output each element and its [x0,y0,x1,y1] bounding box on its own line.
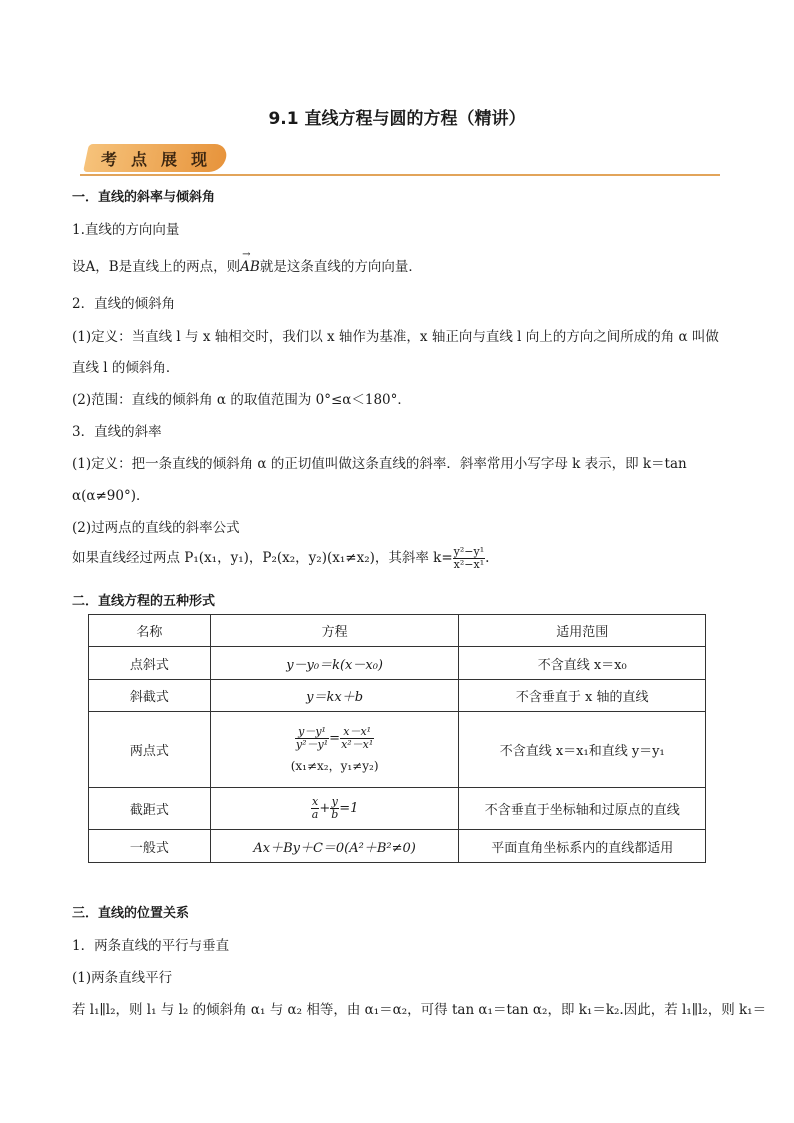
subsection-title: 1．两条直线的平行与垂直 [72,938,230,954]
table-cell: 不含直线 x＝x₀ [459,647,706,680]
paragraph: 直线 l 的倾斜角． [72,360,180,376]
table-header: 适用范围 [459,615,706,647]
paragraph [72,546,489,571]
plus-sign: + [319,801,331,816]
table-row [89,788,706,830]
table-cell: 平面直角坐标系内的直线都适用 [459,830,706,863]
equals-sign: = [329,730,341,746]
fraction [340,726,374,751]
paragraph: (2)过两点的直线的斜率公式 [72,520,240,536]
table-cell: y－y₀＝k(x－x₀) [210,647,459,680]
table-cell: y＝kx＋b [210,680,459,712]
fraction-numerator: y²−y¹ [453,545,485,558]
text: 就是这条直线的方向向量． [259,259,422,275]
fraction-numerator: y [331,795,338,808]
text: 如果直线经过两点 P₁(x₁，y₁)，P₂(x₂，y₂)(x₁≠x₂)，其斜率 k= [72,550,453,566]
condition: (x₁≠x₂，y₁≠y₂) [290,758,379,773]
table-cell [210,788,459,830]
page-title: 9.1 直线方程与圆的方程（精讲） [268,109,526,129]
paragraph: α(α≠90°)． [72,488,150,504]
fraction [295,726,329,751]
table-cell [210,712,459,788]
subsection-title: 2．直线的倾斜角 [72,296,176,312]
fraction-numerator: x [311,795,319,808]
fraction-denominator: x²－x¹ [341,737,374,751]
table-cell: 两点式 [89,712,211,788]
two-point-equation [211,726,459,751]
section-banner [80,144,720,178]
paragraph [72,255,422,275]
banner-char: 展 [160,149,177,169]
banner-divider [80,174,720,176]
table-cell: 斜截式 [89,680,211,712]
paragraph: 若 l₁∥l₂，则 l₁ 与 l₂ 的倾斜角 α₁ 与 α₂ 相等，由 α₁＝α₂，可得 tan α₁＝tan α₂，即 k₁＝k₂.因此，若 l₁∥l₂，则 k₁＝ [72,1002,767,1018]
line-forms-table [88,614,706,863]
fraction-denominator: b [331,808,339,821]
banner-char: 点 [130,149,147,169]
table-cell: 截距式 [89,788,211,830]
equation-tail: =1 [339,801,359,816]
banner-char: 现 [190,149,207,169]
paragraph: (1)定义：当直线 l 与 x 轴相交时，我们以 x 轴作为基准，x 轴正向与直线 l 向上的方向之间所成的角 α 叫做 [72,329,719,345]
section-heading: 三．直线的位置关系 [72,906,190,921]
subsection-title: 3．直线的斜率 [72,424,162,440]
banner-badge [94,144,214,172]
text: 设A，B是直线上的两点，则 [72,259,241,275]
fraction [330,796,339,821]
fraction-denominator: a [311,808,319,821]
table-cell: Ax＋By＋C＝0(A²＋B²≠0) [210,830,459,863]
fraction-numerator: x－x¹ [340,726,374,739]
table-header-row [89,615,706,647]
table-row [89,712,706,788]
subsection-title: (1)两条直线平行 [72,970,173,986]
table-header: 名称 [89,615,211,647]
table-row [89,647,706,680]
section-heading: 一．直线的斜率与倾斜角 [72,190,216,205]
table-header: 方程 [210,615,459,647]
table-cell: 不含垂直于坐标轴和过原点的直线 [459,788,706,830]
table-cell: 不含直线 x＝x₁和直线 y＝y₁ [459,712,706,788]
table-cell: 点斜式 [89,647,211,680]
banner-char: 考 [100,149,117,169]
section-heading: 二．直线方程的五种形式 [72,594,216,609]
table-cell: 一般式 [89,830,211,863]
slope-fraction [453,546,485,571]
fraction-denominator: y²－y¹ [295,737,329,751]
paragraph: (1)定义：把一条直线的倾斜角 α 的正切值叫做这条直线的斜率．斜率常用小写字母 k 表示，即 k＝tan [72,456,687,472]
subsection-title: 1.直线的方向向量 [72,222,180,238]
vector-ab: → AB [240,259,260,275]
fraction-numerator: y－y¹ [295,726,329,739]
fraction-denominator: x²−x¹ [453,558,485,571]
table-row [89,830,706,863]
paragraph: (2)范围：直线的倾斜角 α 的取值范围为 0°≤α＜180°． [72,392,411,408]
table-row [89,680,706,712]
table-cell: 不含垂直于 x 轴的直线 [459,680,706,712]
text: . [485,550,490,566]
